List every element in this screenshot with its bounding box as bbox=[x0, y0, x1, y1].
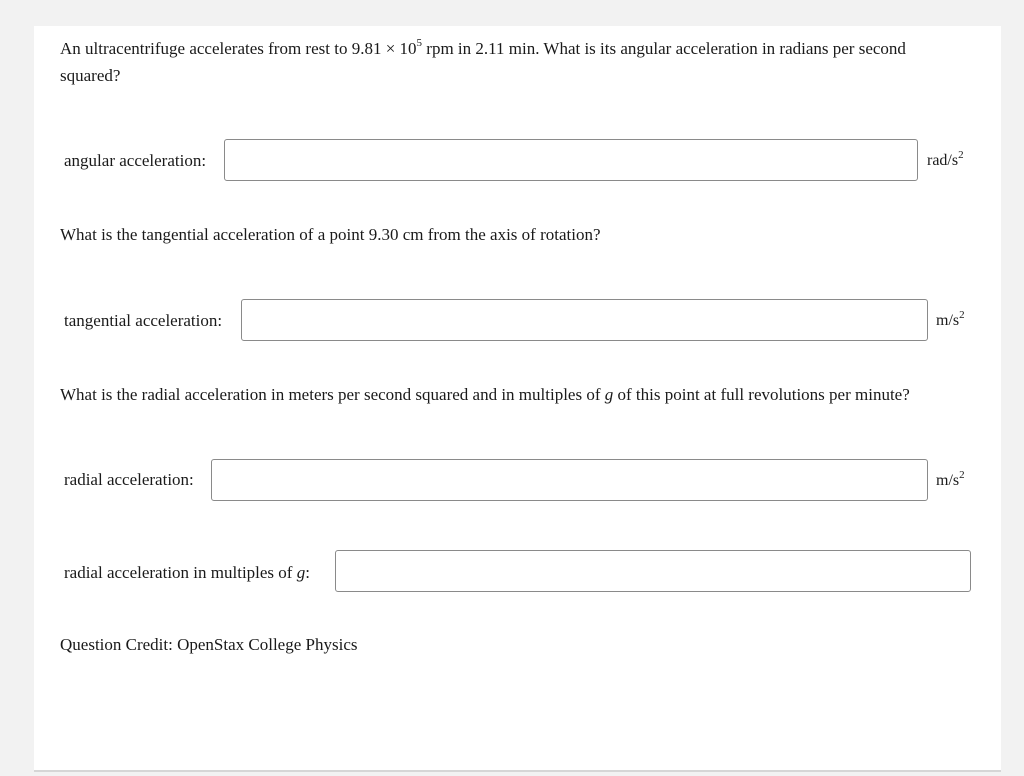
tangential-acceleration-unit bbox=[936, 308, 965, 331]
question-1-text bbox=[60, 35, 960, 89]
angular-unit-base: rad/s bbox=[927, 152, 959, 169]
angular-acceleration-unit bbox=[927, 148, 964, 171]
tangential-unit-base: m/s bbox=[936, 312, 960, 329]
question-card bbox=[34, 26, 1001, 772]
radial-acceleration-unit bbox=[936, 468, 965, 491]
tangential-acceleration-label: tangential acceleration: bbox=[64, 311, 223, 330]
question-1-exponent: 5 bbox=[416, 37, 423, 50]
radial-g-label-suffix: : bbox=[305, 563, 310, 582]
radial-g-input[interactable] bbox=[335, 550, 971, 592]
question-3-g: g bbox=[604, 385, 614, 404]
tangential-acceleration-input[interactable] bbox=[241, 299, 928, 341]
question-1-suffix: rpm in 2.11 min. What is its angular acceleration in radians per second squared? bbox=[60, 39, 906, 85]
angular-acceleration-input[interactable] bbox=[224, 139, 918, 181]
question-3-suffix: of this point at full revolutions per minute? bbox=[613, 385, 910, 404]
question-3-text bbox=[60, 381, 910, 408]
radial-acceleration-input[interactable] bbox=[211, 459, 928, 501]
angular-acceleration-label: angular acceleration: bbox=[64, 151, 207, 170]
radial-g-label bbox=[64, 563, 310, 583]
angular-unit-exponent: 2 bbox=[958, 148, 964, 161]
radial-unit-exponent: 2 bbox=[959, 468, 965, 481]
question-2-text: What is the tangential acceleration of a point 9.30 cm from the axis of rotation? bbox=[60, 225, 601, 244]
radial-acceleration-label: radial acceleration: bbox=[64, 470, 194, 489]
tangential-unit-exponent: 2 bbox=[959, 308, 965, 321]
question-credit: Question Credit: OpenStax College Physics bbox=[60, 635, 358, 654]
radial-g-label-g: g bbox=[296, 563, 306, 582]
question-1-prefix: An ultracentrifuge accelerates from rest to 9.81 × 10 bbox=[60, 39, 417, 58]
radial-unit-base: m/s bbox=[936, 472, 960, 489]
question-3-prefix: What is the radial acceleration in meters per second squared and in multiples of bbox=[60, 385, 605, 404]
radial-g-label-prefix: radial acceleration in multiples of bbox=[64, 563, 297, 582]
